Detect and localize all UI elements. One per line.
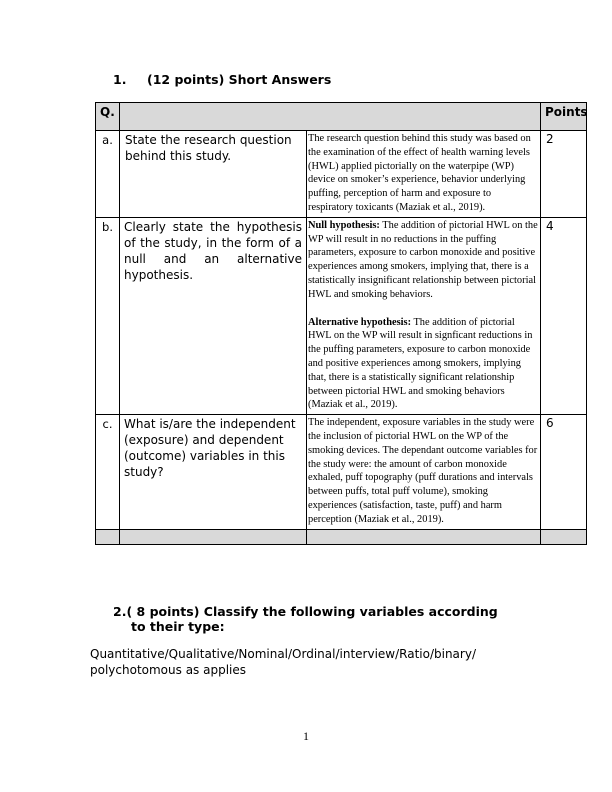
question-text: What is/are the independent (exposure) and dependent (outcome) variables in this study? bbox=[120, 415, 307, 529]
section-1-number: 1. bbox=[113, 72, 127, 87]
section-2-title-line2: to their type: bbox=[131, 619, 225, 634]
short-answers-table bbox=[95, 102, 587, 545]
alternative-hypothesis-label: Alternative hypothesis: bbox=[308, 316, 412, 328]
question-text: State the research question behind this study. bbox=[120, 131, 307, 218]
table-row bbox=[96, 217, 587, 414]
answer-text: The independent, exposure variables in the study were the inclusion of pictorial HWL on the WP of the smoking devices. The dependant outcome variables for the study were: the amount of carbon monoxide exhaled, puff topography (puff durations and intervals between puffs, total puff volume), smoking experiences (satisfaction, taste, puff) and harm perception (Maziak et al., 2019). bbox=[307, 415, 541, 529]
page-number: 1 bbox=[303, 729, 309, 743]
row-label: c. bbox=[96, 415, 120, 529]
alternative-hypothesis bbox=[308, 316, 538, 413]
section-1-heading bbox=[113, 72, 331, 87]
table-row bbox=[96, 131, 587, 218]
header-blank bbox=[120, 103, 541, 131]
points-value: 4 bbox=[541, 217, 587, 414]
answer-text: The research question behind this study was based on the examination of the effect of health warning levels (HWL) applied pictorially on the waterpipe (WP) device on smoker’s experience, behavior underlying puffing, perception of harm and exposure to respiratory toxicants (Maziak et al., 2019). bbox=[307, 131, 541, 218]
header-points: Points bbox=[541, 103, 587, 131]
answer-cell bbox=[307, 217, 541, 414]
alternative-hypothesis-text: The addition of pictorial HWL on the WP will result in signficant reductions in the puffing parameters, exposure to carbon monoxide and positive experiences among smokers, implying that, there is a statistically significant relationship between pictorial HWL and smoking behaviors (Maziak et al., 2019). bbox=[308, 316, 533, 411]
null-hypothesis-text: The addition of pictorial HWL on the WP will result in no reductions in the puffing parameters, exposure to carbon monoxide and positive experiences among smokers, implying that, there is a statistically insignificant relationship between pictorial HWL and smoking behaviors. bbox=[308, 219, 538, 300]
null-hypothesis-label: Null hypothesis: bbox=[308, 219, 380, 231]
row-label: a. bbox=[96, 131, 120, 218]
section-2-number: 2. bbox=[113, 604, 127, 619]
question-text: Clearly state the hypothesis of the study, in the form of a null and an alternative hypothesis. bbox=[120, 217, 307, 414]
points-value: 2 bbox=[541, 131, 587, 218]
row-label: b. bbox=[96, 217, 120, 414]
null-hypothesis bbox=[308, 219, 538, 302]
section-2-heading bbox=[113, 604, 498, 634]
variable-type-instructions: Quantitative/Qualitative/Nominal/Ordinal/interview/Ratio/binary/ polychotomous as applies bbox=[90, 647, 476, 677]
table-header-row bbox=[96, 103, 587, 131]
header-q: Q. bbox=[96, 103, 120, 131]
section-1-title: (12 points) Short Answers bbox=[147, 72, 332, 87]
section-2-title-line1: ( 8 points) Classify the following variables according bbox=[126, 604, 498, 619]
table-row bbox=[96, 415, 587, 529]
table-footer-row bbox=[96, 529, 587, 544]
points-value: 6 bbox=[541, 415, 587, 529]
